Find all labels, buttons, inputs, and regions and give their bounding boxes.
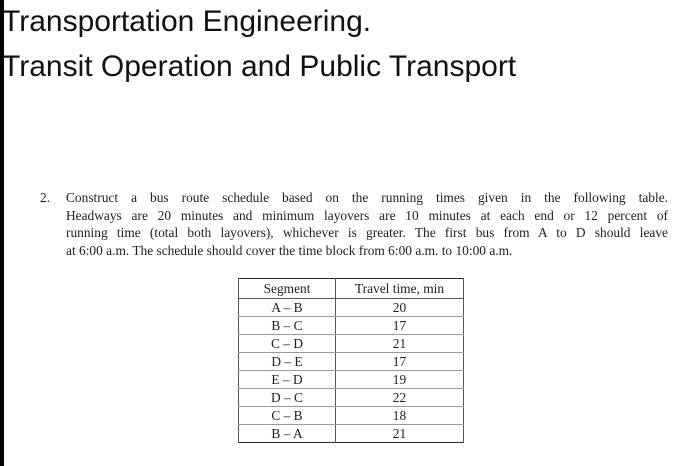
segment-cell: D – E	[239, 353, 336, 371]
page-title: Transportation Engineering.	[2, 5, 372, 38]
table-row	[239, 317, 464, 335]
problem-line: running time (total both layovers), whichever is greater. The first bus from A to D should leave	[66, 225, 668, 241]
table-row	[239, 299, 464, 317]
problem-line: Headways are 20 minutes and minimum layovers are 10 minutes at each end or 12 percent of	[66, 207, 668, 223]
travel-time-cell: 19	[336, 371, 464, 389]
segment-cell: B – C	[239, 317, 336, 335]
table-row	[239, 389, 464, 407]
problem-line: at 6:00 a.m. The schedule should cover the time block from 6:00 a.m. to 10:00 a.m.	[66, 242, 513, 258]
table-row	[239, 425, 464, 443]
table-row	[239, 371, 464, 389]
segment-cell: C – B	[239, 407, 336, 425]
problem-number: 2.	[40, 190, 51, 205]
column-header-travel-time: Travel time, min	[336, 279, 464, 299]
segment-cell: D – C	[239, 389, 336, 407]
table-row	[239, 335, 464, 353]
travel-time-table	[238, 278, 464, 443]
table-row	[239, 353, 464, 371]
travel-time-cell: 18	[336, 407, 464, 425]
segment-cell: B – A	[239, 425, 336, 443]
travel-time-cell: 17	[336, 317, 464, 335]
page-subtitle: Transit Operation and Public Transport	[2, 50, 517, 83]
travel-time-cell: 22	[336, 389, 464, 407]
travel-time-cell: 17	[336, 353, 464, 371]
problem-line: Construct a bus route schedule based on the running times given in the following table.	[66, 190, 668, 205]
column-header-segment: Segment	[239, 279, 336, 299]
problem-statement	[40, 189, 668, 259]
travel-time-cell: 20	[336, 299, 464, 317]
travel-time-cell: 21	[336, 425, 464, 443]
segment-cell: C – D	[239, 335, 336, 353]
table-header-row	[239, 279, 464, 299]
travel-time-cell: 21	[336, 335, 464, 353]
segment-cell: E – D	[239, 371, 336, 389]
table-row	[239, 407, 464, 425]
segment-cell: A – B	[239, 299, 336, 317]
